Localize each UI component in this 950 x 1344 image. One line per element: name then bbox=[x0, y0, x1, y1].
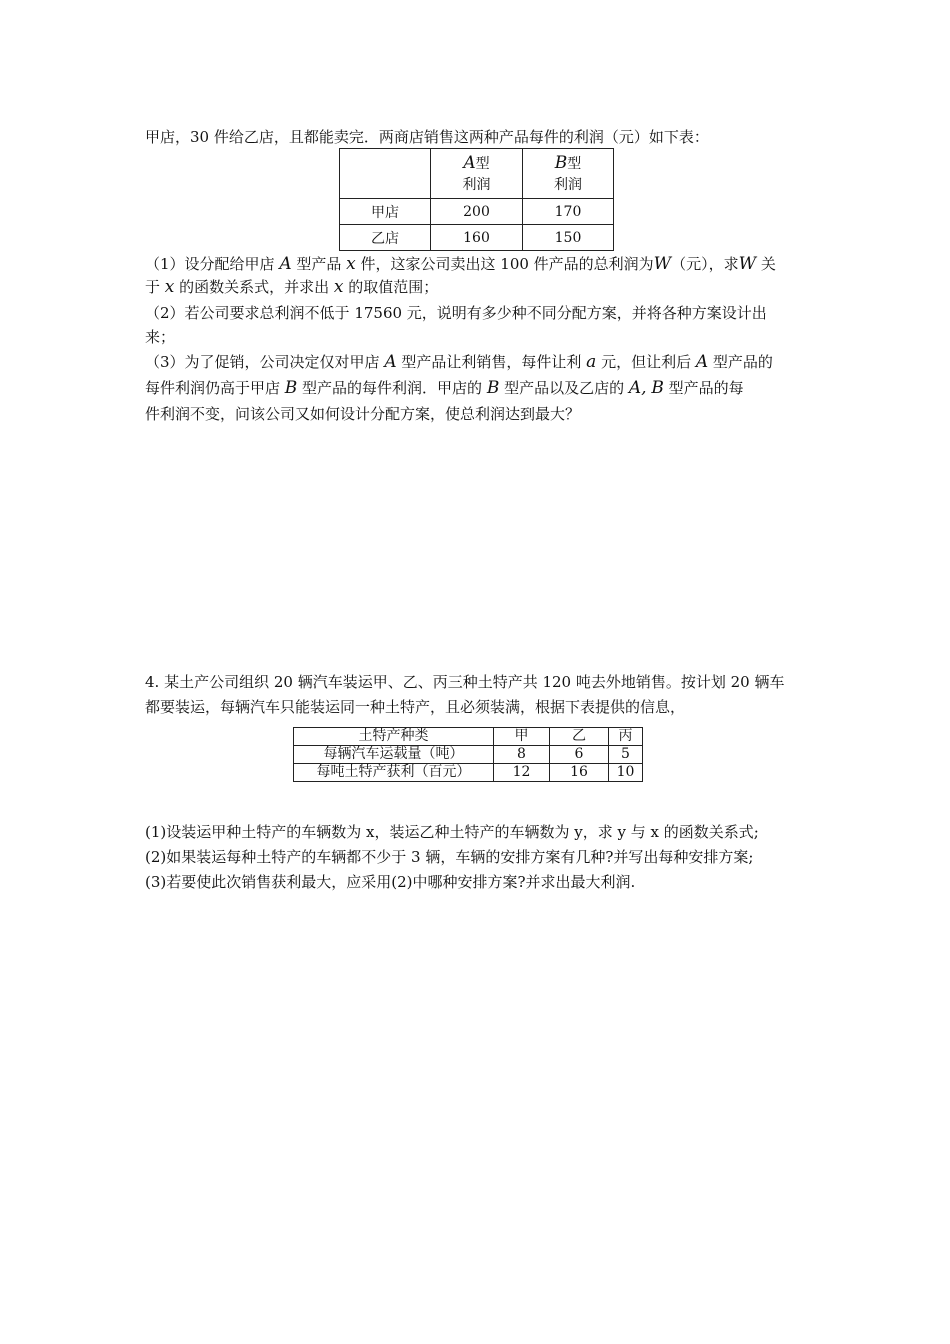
problem3-q1-line2: 于 x 的函数关系式，并求出 x 的取值范围； bbox=[145, 277, 439, 297]
profit-table bbox=[339, 148, 614, 251]
table-cell: 16 bbox=[550, 764, 609, 782]
profit-a: 160 bbox=[431, 225, 523, 251]
problem3-q2-line2: 来； bbox=[145, 328, 176, 346]
store-name: 甲店 bbox=[340, 199, 431, 225]
profit-table-header-a: A型 利润 bbox=[431, 149, 523, 199]
table-cell: 6 bbox=[550, 746, 609, 764]
problem3-intro: 甲店，30 件给乙店，且都能卖完．两商店销售这两种产品每件的利润（元）如下表： bbox=[145, 128, 709, 146]
table-cell: 每辆汽车运载量（吨） bbox=[294, 746, 494, 764]
table-header-cell: 甲 bbox=[494, 728, 550, 746]
problem3-q1-line1: （1）设分配给甲店 A 型产品 x 件，这家公司卖出这 100 件产品的总利润为W（元），求W 关 bbox=[145, 254, 776, 274]
table-cell: 12 bbox=[494, 764, 550, 782]
profit-a: 200 bbox=[431, 199, 523, 225]
problem3-q3-line1: （3）为了促销，公司决定仅对甲店 A 型产品让利销售，每件让利 a 元，但让利后 A 型产品的 bbox=[145, 352, 773, 372]
table-row bbox=[340, 225, 614, 251]
problem3-q3-line3: 件利润不变，问该公司又如何设计分配方案，使总利润达到最大？ bbox=[145, 405, 581, 423]
problem3-q2-line1: （2）若公司要求总利润不低于 17560 元，说明有多少种不同分配方案，并将各种方案设计出 bbox=[145, 304, 767, 322]
profit-table-header-b: B型 利润 bbox=[523, 149, 614, 199]
table-row bbox=[294, 728, 643, 746]
problem4-q1: (1)设装运甲种土特产的车辆数为 x，装运乙种土特产的车辆数为 y，求 y 与 x 的函数关系式; bbox=[145, 823, 759, 841]
problem3-q3-line2: 每件利润仍高于甲店 B 型产品的每件利润．甲店的 B 型产品以及乙店的 A, B 型产品的每 bbox=[145, 378, 744, 398]
profit-b: 170 bbox=[523, 199, 614, 225]
specialty-table bbox=[293, 727, 643, 782]
table-cell: 5 bbox=[609, 746, 643, 764]
profit-table-corner bbox=[340, 149, 431, 199]
table-row bbox=[294, 764, 643, 782]
table-row bbox=[294, 746, 643, 764]
table-cell: 10 bbox=[609, 764, 643, 782]
problem4-line2: 都要装运，每辆汽车只能装运同一种土特产，且必须装满，根据下表提供的信息， bbox=[145, 698, 686, 716]
store-name: 乙店 bbox=[340, 225, 431, 251]
table-row bbox=[340, 199, 614, 225]
problem4-q2: (2)如果装运每种土特产的车辆都不少于 3 辆，车辆的安排方案有几种?并写出每种安排方案; bbox=[145, 848, 754, 866]
profit-table-header bbox=[340, 149, 614, 199]
problem4-line1: 4. 某土产公司组织 20 辆汽车装运甲、乙、丙三种土特产共 120 吨去外地销售。按计划 20 辆车 bbox=[145, 673, 785, 691]
profit-b: 150 bbox=[523, 225, 614, 251]
table-header-cell: 土特产种类 bbox=[294, 728, 494, 746]
table-header-cell: 丙 bbox=[609, 728, 643, 746]
table-cell: 8 bbox=[494, 746, 550, 764]
table-cell: 每吨土特产获利（百元） bbox=[294, 764, 494, 782]
table-header-cell: 乙 bbox=[550, 728, 609, 746]
problem4-q3: (3)若要使此次销售获利最大，应采用(2)中哪种安排方案?并求出最大利润. bbox=[145, 873, 636, 891]
